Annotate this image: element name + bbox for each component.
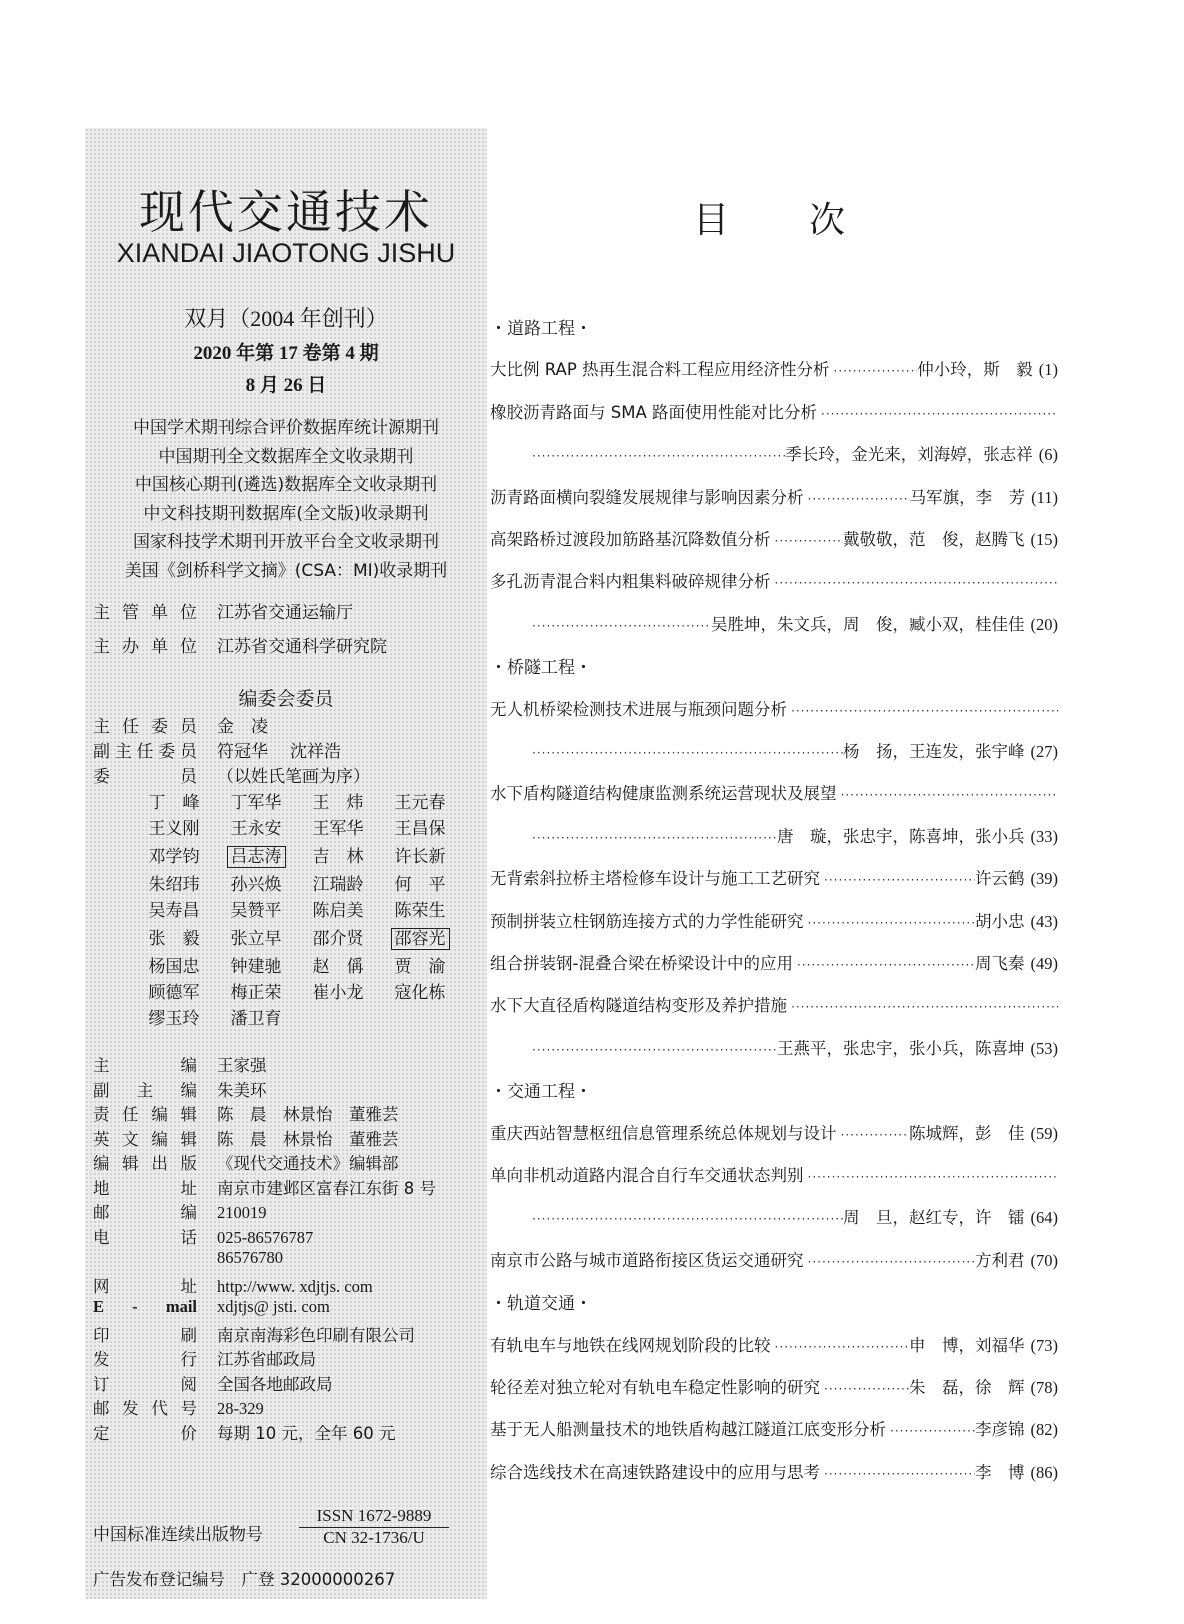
toc-article-authors: 陈城辉，彭 佳 bbox=[909, 1123, 1025, 1143]
journal-title: 现代交通技术 bbox=[139, 185, 433, 239]
toc-article-authors: 申 博，刘福华 bbox=[909, 1335, 1025, 1355]
board-member-text: 许长新 bbox=[394, 847, 446, 867]
staff-value: 南京南海彩色印刷有限公司 bbox=[217, 1325, 415, 1345]
dot-leader bbox=[820, 1467, 975, 1481]
staff-label: 发行 bbox=[93, 1350, 197, 1369]
staff-label: 地址 bbox=[93, 1178, 197, 1198]
board-member-text: 吴赞平 bbox=[230, 901, 282, 921]
board-member-text: 潘卫育 bbox=[230, 1009, 282, 1029]
indexing-item: 中文科技期刊数据库(全文版)收录期刊 bbox=[143, 503, 429, 524]
board-member-name bbox=[297, 896, 379, 921]
toc-article-title: 预制拼装立柱钢筋连接方式的力学性能研究 bbox=[490, 911, 804, 931]
toc-article-page: (49) bbox=[1030, 954, 1058, 973]
issn-number: ISSN 1672-9889 bbox=[299, 1506, 449, 1528]
dot-leader bbox=[528, 1043, 777, 1057]
toc-article-page: (59) bbox=[1030, 1123, 1058, 1143]
staff-row bbox=[93, 1077, 483, 1102]
dot-leader bbox=[804, 1255, 976, 1269]
staff-value: 86576780 bbox=[217, 1248, 283, 1267]
board-member-row bbox=[133, 814, 461, 841]
board-member-name bbox=[297, 788, 379, 813]
toc-article-authors: 杨 扬，王连发，张宇峰 bbox=[843, 742, 1025, 761]
toc-article-authors: 周飞秦 bbox=[975, 954, 1025, 973]
board-member-text: 王永安 bbox=[230, 819, 282, 839]
staff-value: 025-86576787 bbox=[217, 1227, 314, 1247]
toc-article-authors: 李 博 bbox=[975, 1462, 1025, 1482]
toc-article-page: (20) bbox=[1030, 614, 1058, 634]
dot-leader bbox=[886, 1424, 975, 1438]
staff-label: 副主编 bbox=[93, 1080, 197, 1100]
toc-section-heading: ・道路工程・ bbox=[490, 319, 592, 339]
toc-article-title: 高架路桥过渡段加筋路基沉降数值分析 bbox=[490, 530, 771, 549]
staff-label: 主编 bbox=[93, 1056, 197, 1075]
toc-article-author-line[interactable] bbox=[528, 738, 1058, 764]
toc-article[interactable] bbox=[490, 526, 1058, 552]
indexing-list bbox=[85, 414, 487, 586]
sponsor-row bbox=[93, 632, 387, 657]
toc-article-page: (82) bbox=[1030, 1420, 1058, 1440]
staff-row bbox=[93, 1395, 483, 1420]
board-member-name bbox=[379, 814, 461, 839]
board-member-row bbox=[133, 788, 461, 815]
board-member-name bbox=[297, 978, 379, 1003]
board-member-text: 陈荣生 bbox=[394, 901, 446, 921]
toc-article-author-line[interactable] bbox=[528, 441, 1058, 467]
dot-leader bbox=[837, 1128, 910, 1142]
staff-label: 印刷 bbox=[93, 1325, 197, 1345]
board-member-text: 顾德军 bbox=[148, 983, 200, 1003]
board-member-row bbox=[133, 842, 461, 869]
toc-article-authors: 仲小玲，斯 毅 bbox=[917, 360, 1033, 380]
board-member-text: 丁军华 bbox=[230, 793, 282, 813]
toc-title: 目次 bbox=[693, 200, 926, 241]
board-members-note: （以姓氏笔画为序） bbox=[217, 767, 370, 787]
toc-article-author-line[interactable] bbox=[528, 611, 1058, 637]
toc-article-title: 单向非机动道路内混合自行车交通状态判别 bbox=[490, 1166, 804, 1185]
staff-label: 网址 bbox=[93, 1276, 197, 1296]
board-member-name bbox=[133, 842, 215, 867]
toc-article[interactable] bbox=[490, 1416, 1058, 1442]
dot-leader bbox=[528, 619, 711, 633]
toc-article-title: 沥青路面横向裂缝发展规律与影响因素分析 bbox=[490, 487, 804, 507]
toc-article-title: 南京市公路与城市道路衔接区货运交通研究 bbox=[490, 1250, 804, 1270]
staff-label: 邮编 bbox=[93, 1203, 197, 1222]
toc-article-page: (86) bbox=[1030, 1462, 1058, 1482]
toc-article-title: 大比例 RAP 热再生混合料工程应用经济性分析 bbox=[490, 360, 830, 380]
board-director-row bbox=[93, 712, 290, 737]
staff-row bbox=[93, 1322, 483, 1347]
staff-value: 陈 晨 林景怡 董雅芸 bbox=[217, 1129, 399, 1149]
board-member-name bbox=[215, 896, 297, 921]
staff-value: 江苏省邮政局 bbox=[217, 1350, 316, 1369]
indexing-item: 中国核心期刊(遴选)数据库全文收录期刊 bbox=[134, 475, 438, 496]
board-members-row bbox=[93, 762, 370, 787]
toc-article-author-line[interactable] bbox=[528, 1204, 1058, 1230]
board-member-row bbox=[133, 924, 461, 951]
toc-article-title: 组合拼装钢-混叠合梁在桥梁设计中的应用 bbox=[490, 954, 793, 973]
toc-article-page: (15) bbox=[1030, 530, 1058, 549]
issn-fraction bbox=[299, 1506, 449, 1548]
toc-article[interactable] bbox=[490, 356, 1058, 382]
toc-article[interactable] bbox=[490, 908, 1058, 934]
board-member-name bbox=[133, 1004, 215, 1029]
dot-leader bbox=[837, 788, 1059, 802]
board-member-name bbox=[215, 870, 297, 895]
toc-article-title: 重庆西站智慧枢纽信息管理系统总体规划与设计 bbox=[490, 1123, 837, 1143]
dot-leader bbox=[771, 1340, 910, 1354]
staff-label: 英文编辑 bbox=[93, 1129, 197, 1149]
toc-article[interactable] bbox=[490, 1120, 1058, 1146]
board-member-name bbox=[379, 896, 461, 921]
toc-article-page: (43) bbox=[1030, 911, 1058, 931]
toc-article-authors: 马军旗，李 芳 bbox=[909, 487, 1026, 507]
staff-row bbox=[93, 1199, 483, 1224]
dot-leader bbox=[771, 576, 1059, 590]
board-heading: 编委会委员 bbox=[238, 688, 334, 710]
board-member-name bbox=[379, 978, 461, 1003]
issue-volume: 2020 年第 17 卷第 4 期 bbox=[193, 343, 379, 364]
supervisor-row bbox=[93, 598, 353, 623]
toc-article-title: 多孔沥青混合料内粗集料破碎规律分析 bbox=[490, 572, 771, 592]
board-member-name bbox=[133, 870, 215, 895]
toc-article-title-line[interactable] bbox=[490, 568, 1058, 594]
toc-article[interactable] bbox=[490, 865, 1058, 891]
staff-row bbox=[93, 1273, 483, 1298]
dot-leader bbox=[528, 449, 785, 463]
board-member-text: 吉 林 bbox=[312, 847, 364, 867]
toc-article[interactable] bbox=[490, 1247, 1058, 1273]
dot-leader bbox=[793, 958, 975, 972]
board-member-name bbox=[379, 788, 461, 813]
staff-row bbox=[93, 1101, 483, 1126]
board-member-row bbox=[133, 896, 461, 923]
toc-article-page: (27) bbox=[1030, 742, 1058, 761]
board-member-text: 王 炜 bbox=[312, 793, 364, 813]
toc-article-page: (73) bbox=[1030, 1335, 1058, 1355]
board-member-name bbox=[297, 952, 379, 977]
issue-frequency: 双月（2004 年创刊） bbox=[184, 306, 388, 331]
board-member-name bbox=[215, 978, 297, 1003]
board-member-name bbox=[133, 978, 215, 1003]
board-member-text: 张立早 bbox=[230, 929, 282, 949]
dot-leader bbox=[528, 1212, 843, 1226]
dot-leader bbox=[817, 407, 1058, 421]
board-member-name bbox=[379, 952, 461, 977]
toc-article-authors: 周 旦，赵红专，许 镭 bbox=[843, 1208, 1025, 1228]
board-member-name bbox=[379, 870, 461, 895]
board-member-text: 邓学钧 bbox=[148, 847, 200, 867]
staff-row bbox=[93, 1346, 483, 1371]
board-vice-director-name: 沈祥浩 bbox=[290, 742, 341, 762]
toc-article-title: 轮径差对独立轮对有轨电车稳定性影响的研究 bbox=[490, 1378, 820, 1397]
board-member-text: 缪玉玲 bbox=[148, 1009, 200, 1029]
board-vice-director-name: 符冠华 bbox=[217, 742, 268, 762]
staff-value: 朱美环 bbox=[217, 1080, 267, 1100]
staff-label: 编辑出版 bbox=[93, 1154, 197, 1173]
staff-value: 王家强 bbox=[217, 1056, 267, 1075]
board-member-text: 朱绍玮 bbox=[148, 875, 200, 895]
board-member-text: 杨国忠 bbox=[148, 957, 200, 977]
toc-article-page: (39) bbox=[1030, 869, 1058, 889]
dot-leader bbox=[820, 873, 975, 887]
toc-article-page: (11) bbox=[1031, 487, 1058, 507]
board-member-text: 丁 峰 bbox=[148, 793, 200, 813]
board-member-name bbox=[133, 814, 215, 839]
board-member-name bbox=[215, 924, 297, 949]
dot-leader bbox=[830, 364, 918, 378]
toc-article[interactable] bbox=[490, 1374, 1058, 1400]
board-vice-director-row bbox=[93, 737, 363, 762]
staff-value: 陈 晨 林景怡 董雅芸 bbox=[217, 1105, 399, 1124]
board-member-name bbox=[297, 870, 379, 895]
board-member-name bbox=[297, 842, 379, 867]
board-member-row bbox=[133, 870, 461, 897]
indexing-item: 美国《剑桥科学文摘》(CSA：MI)收录期刊 bbox=[124, 560, 448, 581]
staff-row bbox=[93, 1126, 483, 1151]
board-member-text: 赵 偁 bbox=[312, 957, 364, 977]
toc-article-page: (6) bbox=[1038, 445, 1058, 465]
toc-article-title: 无背索斜拉桥主塔检修车设计与施工工艺研究 bbox=[490, 869, 820, 889]
board-member-name bbox=[133, 952, 215, 977]
board-member-text: 江瑞龄 bbox=[312, 875, 364, 895]
sponsor-label: 主办单位 bbox=[93, 637, 197, 657]
indexing-item: 中国学术期刊综合评价数据库统计源期刊 bbox=[133, 418, 439, 438]
dot-leader bbox=[820, 1382, 909, 1396]
toc-article-title: 水下大直径盾构隧道结构变形及养护措施 bbox=[490, 996, 787, 1016]
toc-article-title: 综合选线技术在高速铁路建设中的应用与思考 bbox=[490, 1462, 820, 1482]
toc-article-authors: 方利君 bbox=[975, 1250, 1025, 1270]
staff-value: http://www. xdjtjs. com bbox=[217, 1276, 373, 1296]
staff-row bbox=[93, 1150, 483, 1175]
toc-section-heading: ・交通工程・ bbox=[490, 1082, 592, 1103]
staff-label: 责任编辑 bbox=[93, 1105, 197, 1124]
staff-value: 全国各地邮政局 bbox=[217, 1374, 333, 1394]
dot-leader bbox=[528, 831, 777, 845]
indexing-item: 国家科技学术期刊开放平台全文收录期刊 bbox=[133, 532, 439, 553]
toc-article-author-line[interactable] bbox=[528, 1035, 1058, 1061]
staff-row bbox=[93, 1175, 483, 1200]
board-member-name bbox=[133, 896, 215, 921]
board-members-label: 委 员 bbox=[93, 767, 197, 787]
board-member-text: 张 毅 bbox=[148, 929, 200, 949]
board-member-name bbox=[215, 814, 297, 839]
toc-article-authors: 吴胜坤，朱文兵，周 俊，臧小双，桂佳佳 bbox=[711, 614, 1025, 634]
staff-label: 订阅 bbox=[93, 1374, 197, 1394]
toc-article[interactable] bbox=[490, 1332, 1058, 1358]
toc-article-title: 有轨电车与地铁在线网规划阶段的比较 bbox=[490, 1335, 771, 1355]
toc-article-title-line[interactable] bbox=[490, 780, 1058, 806]
board-member-name bbox=[297, 814, 379, 839]
toc-article[interactable] bbox=[490, 484, 1058, 510]
staff-label: E - mail bbox=[93, 1297, 197, 1316]
supervisor-label: 主管单位 bbox=[93, 603, 197, 623]
board-member-name bbox=[133, 788, 215, 813]
board-member-text: 孙兴焕 bbox=[230, 875, 282, 895]
board-member-name bbox=[379, 842, 461, 867]
issue-date: 8 月 26 日 bbox=[245, 375, 327, 396]
staff-label: 定价 bbox=[93, 1423, 197, 1443]
supervisor-value: 江苏省交通运输厅 bbox=[217, 603, 353, 623]
board-member-text: 何 平 bbox=[394, 875, 446, 895]
toc-article-title: 橡胶沥青路面与 SMA 路面使用性能对比分析 bbox=[490, 402, 817, 422]
dot-leader bbox=[804, 1170, 1059, 1184]
toc-article-authors: 唐 璇，张忠宇，陈喜坤，张小兵 bbox=[777, 826, 1025, 846]
staff-value: xdjtjs@ jsti. com bbox=[217, 1297, 330, 1316]
staff-row bbox=[93, 1052, 483, 1077]
toc-article-title: 无人机桥梁检测技术进展与瓶颈问题分析 bbox=[490, 699, 787, 719]
staff-label: 电话 bbox=[93, 1227, 197, 1247]
toc-article-authors: 许云鹤 bbox=[975, 869, 1025, 889]
board-director-label: 主任委员 bbox=[93, 717, 197, 737]
journal-pinyin: XIANDAI JIAOTONG JISHU bbox=[116, 238, 456, 268]
toc-section-heading: ・桥隧工程・ bbox=[490, 658, 592, 679]
toc-article-authors: 王燕平，张忠宇，张小兵，陈喜坤 bbox=[777, 1038, 1025, 1058]
board-director-name: 金 凌 bbox=[217, 717, 268, 737]
toc-article-title-line[interactable] bbox=[490, 696, 1058, 722]
board-member-text: 王军华 bbox=[312, 819, 364, 839]
board-member-text: 吴寿昌 bbox=[148, 901, 200, 921]
board-member-text: 寇化栋 bbox=[394, 983, 446, 1003]
toc-article-title-line[interactable] bbox=[490, 399, 1058, 425]
board-member-text: 邵介贤 bbox=[312, 929, 364, 949]
toc-article-title-line[interactable] bbox=[490, 1162, 1058, 1188]
board-member-text: 王元春 bbox=[394, 793, 446, 813]
cn-number: CN 32-1736/U bbox=[323, 1528, 425, 1547]
board-member-row bbox=[133, 952, 461, 979]
toc-article[interactable] bbox=[490, 1459, 1058, 1485]
board-member-name bbox=[133, 924, 215, 949]
toc-article-title: 基于无人船测量技术的地铁盾构越江隧道江底变形分析 bbox=[490, 1420, 886, 1440]
board-member-name bbox=[215, 842, 297, 867]
toc-article-page: (33) bbox=[1030, 826, 1058, 846]
toc-article-title: 水下盾构隧道结构健康监测系统运营现状及展望 bbox=[490, 784, 837, 804]
toc-article-authors: 朱 磊，徐 辉 bbox=[909, 1378, 1025, 1397]
indexing-item: 中国期刊全文数据库全文收录期刊 bbox=[158, 446, 414, 467]
staff-row bbox=[93, 1371, 483, 1396]
toc-article-authors: 季长玲，金光来，刘海婷，张志祥 bbox=[785, 445, 1033, 465]
staff-value: 28-329 bbox=[217, 1399, 264, 1418]
ad-registration: 广告发布登记编号 广登 32000000267 bbox=[93, 1570, 396, 1589]
board-member-text: 钟建驰 bbox=[230, 957, 282, 977]
staff-value: 《现代交通技术》编辑部 bbox=[217, 1154, 399, 1173]
board-member-text: 王昌保 bbox=[394, 819, 446, 839]
dot-leader bbox=[787, 704, 1058, 718]
toc-article-page: (78) bbox=[1030, 1378, 1058, 1397]
staff-value: 南京市建邺区富春江东街 8 号 bbox=[217, 1178, 436, 1198]
board-member-name bbox=[215, 1004, 297, 1029]
dot-leader bbox=[804, 492, 910, 506]
board-member-name bbox=[297, 924, 379, 949]
masthead-panel bbox=[85, 128, 487, 1599]
toc-article-page: (64) bbox=[1030, 1208, 1058, 1228]
board-vice-director-label: 副主任委员 bbox=[93, 742, 197, 762]
toc-article-page: (70) bbox=[1030, 1250, 1058, 1270]
board-member-name bbox=[379, 924, 461, 949]
sponsor-value: 江苏省交通科学研究院 bbox=[217, 637, 387, 657]
toc-article-page: (1) bbox=[1038, 360, 1058, 380]
board-member-row bbox=[133, 978, 461, 1005]
staff-label: 邮发代号 bbox=[93, 1399, 197, 1418]
dot-leader bbox=[528, 746, 843, 760]
board-member-text: 邵容光 bbox=[391, 928, 450, 950]
staff-value: 210019 bbox=[217, 1203, 267, 1222]
staff-row bbox=[93, 1297, 483, 1322]
board-member-text: 陈启美 bbox=[312, 901, 364, 921]
toc-article-author-line[interactable] bbox=[528, 823, 1058, 849]
toc-article-authors: 胡小忠 bbox=[975, 911, 1025, 931]
toc-section-heading: ・轨道交通・ bbox=[490, 1294, 592, 1315]
board-member-text: 王义刚 bbox=[148, 819, 200, 839]
staff-row bbox=[93, 1224, 483, 1249]
toc-article-page: (53) bbox=[1030, 1038, 1058, 1058]
toc-article[interactable] bbox=[490, 950, 1058, 976]
dot-leader bbox=[787, 1000, 1058, 1014]
board-member-text: 吕志涛 bbox=[227, 846, 286, 868]
board-member-text: 梅正荣 bbox=[230, 983, 282, 1003]
staff-value: 每期 10 元，全年 60 元 bbox=[217, 1423, 396, 1443]
board-member-text: 贾 渝 bbox=[394, 957, 446, 977]
dot-leader bbox=[771, 534, 844, 548]
toc-article-authors: 戴敬敬，范 俊，赵腾飞 bbox=[843, 530, 1025, 549]
staff-list bbox=[93, 1052, 483, 1444]
board-member-text: 崔小龙 bbox=[312, 983, 364, 1003]
board-member-row bbox=[133, 1004, 297, 1031]
staff-row bbox=[93, 1248, 483, 1273]
dot-leader bbox=[804, 916, 976, 930]
toc-article-authors: 李彦锦 bbox=[975, 1420, 1025, 1440]
toc-article-title-line[interactable] bbox=[490, 992, 1058, 1018]
issn-label: 中国标准连续出版物号 bbox=[93, 1525, 263, 1545]
board-member-name bbox=[215, 952, 297, 977]
board-member-name bbox=[215, 788, 297, 813]
staff-row bbox=[93, 1420, 483, 1445]
